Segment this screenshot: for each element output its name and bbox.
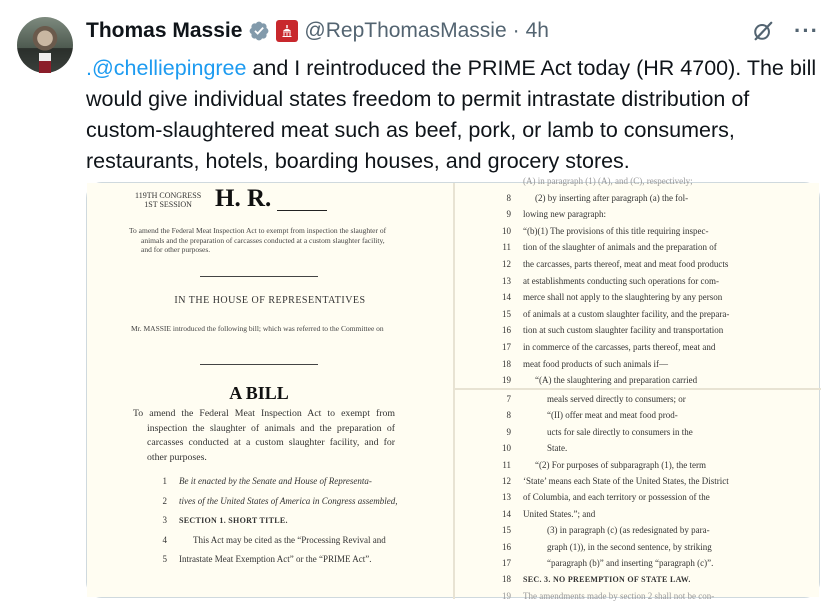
line-text: meals served directly to consumers; or bbox=[547, 394, 686, 404]
bill-line bbox=[487, 358, 668, 370]
bill-line bbox=[487, 341, 715, 353]
line-number: 8 bbox=[506, 410, 511, 421]
line-number: 18 bbox=[502, 574, 511, 585]
line-text: graph (1)), in the second sentence, by striking bbox=[547, 541, 712, 552]
line-text: “(b)(1) The provisions of this title requiring inspec- bbox=[523, 225, 709, 236]
line-text: SECTION 1. SHORT TITLE. bbox=[179, 516, 288, 525]
bill-line bbox=[487, 275, 719, 287]
line-number: 10 bbox=[502, 225, 511, 236]
congress-affiliation-icon[interactable] bbox=[276, 20, 298, 42]
line-text: tives of the United States of America in Congress assembled, bbox=[179, 495, 398, 506]
a-bill-heading: A BILL bbox=[229, 383, 289, 403]
line-text: meat food products of such animals if— bbox=[523, 358, 668, 369]
line-number: 14 bbox=[502, 292, 511, 303]
line-number: 8 bbox=[506, 192, 511, 203]
introduced-text: Mr. MASSIE introduced the following bill; which was referred to the Committee on bbox=[131, 324, 384, 333]
divider-rule bbox=[200, 276, 318, 277]
line-text: The amendments made by section 2 shall not be con- bbox=[523, 590, 715, 601]
line-number: 2 bbox=[162, 495, 167, 506]
line-text: SEC. 3. NO PREEMPTION OF STATE LAW. bbox=[523, 575, 691, 585]
bill-hr-title: H. R. bbox=[215, 185, 272, 212]
bill-line bbox=[487, 459, 706, 471]
grok-icon[interactable] bbox=[752, 20, 774, 42]
bill-page-2 bbox=[455, 176, 819, 388]
author-avatar[interactable] bbox=[17, 17, 73, 73]
line-number: 19 bbox=[502, 590, 511, 601]
line-text: ‘State’ means each State of the United States, the District bbox=[523, 476, 729, 486]
bill-line bbox=[487, 175, 693, 187]
bill-line bbox=[487, 393, 686, 405]
line-text: the carcasses, parts thereof, meat and meat food products bbox=[523, 259, 729, 269]
author-handle[interactable]: @RepThomasMassie bbox=[304, 19, 507, 42]
line-number: 14 bbox=[502, 508, 511, 519]
line-number: 15 bbox=[502, 525, 511, 536]
post-timestamp[interactable]: 4h bbox=[525, 19, 549, 42]
bill-line bbox=[487, 291, 722, 303]
bill-line bbox=[487, 208, 606, 220]
bill-page-3 bbox=[455, 390, 819, 601]
line-number: 4 bbox=[162, 534, 167, 545]
line-text: lowing new paragraph: bbox=[523, 209, 606, 220]
bill-page-1 bbox=[87, 183, 453, 597]
line-number: 19 bbox=[502, 375, 511, 386]
line-number: 13 bbox=[502, 492, 511, 503]
line-text: Intrastate Meat Exemption Act” or the “PRIME Act”. bbox=[179, 554, 372, 564]
divider-rule bbox=[200, 364, 318, 365]
line-number: 15 bbox=[502, 308, 511, 319]
line-number: 11 bbox=[502, 242, 511, 253]
line-number: 9 bbox=[506, 426, 511, 437]
more-icon[interactable]: ··· bbox=[794, 18, 819, 43]
bill-line bbox=[487, 225, 709, 237]
bill-line bbox=[117, 553, 371, 565]
bill-line bbox=[487, 241, 717, 253]
line-text: “paragraph (b)” and inserting “paragraph (c)”. bbox=[547, 558, 714, 568]
bill-line bbox=[487, 524, 710, 536]
line-number: 5 bbox=[162, 554, 167, 564]
bill-line bbox=[487, 192, 688, 204]
line-text: (3) in paragraph (c) (as redesignated by para- bbox=[547, 525, 710, 536]
line-text: This Act may be cited as the “Processing Revival and bbox=[193, 534, 386, 545]
verified-badge-icon[interactable] bbox=[248, 20, 270, 42]
line-text: of animals at a custom slaughter facility, and the prepara- bbox=[523, 308, 730, 319]
line-number: 1 bbox=[162, 476, 167, 486]
line-number: 13 bbox=[502, 275, 511, 286]
line-number: 11 bbox=[502, 459, 511, 470]
bill-line bbox=[117, 475, 372, 487]
bill-line bbox=[487, 374, 697, 386]
line-text: of Columbia, and each territory or possession of the bbox=[523, 492, 710, 503]
line-number: 12 bbox=[502, 259, 511, 269]
mention-link[interactable]: .@chelliepingree bbox=[86, 56, 247, 80]
line-number: 16 bbox=[502, 541, 511, 552]
line-text: Be it enacted by the Senate and House of Representa- bbox=[179, 476, 372, 486]
bill-line bbox=[487, 258, 728, 270]
tweet-header bbox=[86, 16, 819, 46]
bill-line bbox=[487, 324, 723, 336]
line-text: at establishments conducting such operations for com- bbox=[523, 275, 719, 286]
line-text: ucts for sale directly to consumers in the bbox=[547, 426, 693, 437]
hr-number-blank bbox=[277, 210, 327, 211]
bill-summary-large: To amend the Federal Meat Inspection Act to exempt from inspection the slaughter of animals and the preparation of carcasses conducted at a custom slaughter facility, and for other purposes. bbox=[133, 408, 395, 463]
line-number: 10 bbox=[502, 443, 511, 454]
bill-line bbox=[487, 557, 713, 569]
bill-line bbox=[487, 508, 595, 520]
line-number: 3 bbox=[162, 515, 167, 525]
line-text: State. bbox=[547, 443, 568, 454]
house-heading: IN THE HOUSE OF REPRESENTATIVES bbox=[174, 295, 366, 306]
bill-line bbox=[487, 590, 714, 602]
line-text: (2) by inserting after paragraph (a) the fol- bbox=[535, 192, 689, 203]
line-text: tion of the slaughter of animals and the preparation of bbox=[523, 242, 717, 253]
tweet-body: and I reintroduced the PRIME Act today (HR 4700). The bill would give individual states freedom to permit intrastate distribution of custom-slaughtered meat such as beef, pork, or lamb to consumers, restaurants, hotels, boarding houses, and grocery stores. bbox=[86, 56, 817, 173]
bill-line bbox=[117, 514, 288, 527]
line-number: 18 bbox=[502, 358, 511, 369]
bill-line bbox=[117, 534, 386, 546]
line-text: United States.”; and bbox=[523, 508, 596, 519]
bill-line bbox=[487, 573, 691, 586]
line-text: merce shall not apply to the slaughtering by any person bbox=[523, 292, 723, 303]
line-text: in commerce of the carcasses, parts thereof, meat and bbox=[523, 342, 716, 352]
line-number: 12 bbox=[502, 476, 511, 486]
line-number: 16 bbox=[502, 325, 511, 336]
bill-line bbox=[487, 409, 678, 421]
session-line: 1ST SESSION bbox=[144, 200, 192, 209]
bill-line bbox=[487, 442, 567, 454]
congress-session bbox=[135, 191, 201, 209]
line-text: “(II) offer meat and meat food prod- bbox=[547, 410, 678, 421]
line-number: 7 bbox=[506, 394, 511, 404]
line-number: 17 bbox=[502, 558, 511, 568]
line-text: (A) in paragraph (1) (A), and (C), respectively; bbox=[523, 176, 693, 186]
line-text: tion at such custom slaughter facility and transportation bbox=[523, 325, 724, 336]
bill-line bbox=[487, 491, 710, 503]
media-image[interactable] bbox=[86, 176, 820, 601]
line-number: 9 bbox=[506, 209, 511, 220]
bill-line bbox=[487, 541, 712, 553]
line-text: “(2) For purposes of subparagraph (1), the term bbox=[535, 459, 706, 470]
tweet-text bbox=[86, 53, 826, 177]
line-text: “(A) the slaughtering and preparation carried bbox=[535, 375, 698, 386]
bill-line bbox=[487, 475, 729, 487]
bill-summary-small: To amend the Federal Meat Inspection Act to exempt from inspection the slaughter of animals and the preparation of carcasses conducted at a custom slaughter facility, and for other purposes. bbox=[129, 226, 387, 254]
bill-line bbox=[487, 308, 729, 320]
bill-line bbox=[487, 426, 693, 438]
line-number: 17 bbox=[502, 342, 511, 352]
author-name[interactable]: Thomas Massie bbox=[86, 19, 243, 42]
bill-line bbox=[117, 495, 397, 507]
congress-line: 119TH CONGRESS bbox=[135, 191, 202, 200]
separator-dot: · bbox=[512, 19, 520, 42]
